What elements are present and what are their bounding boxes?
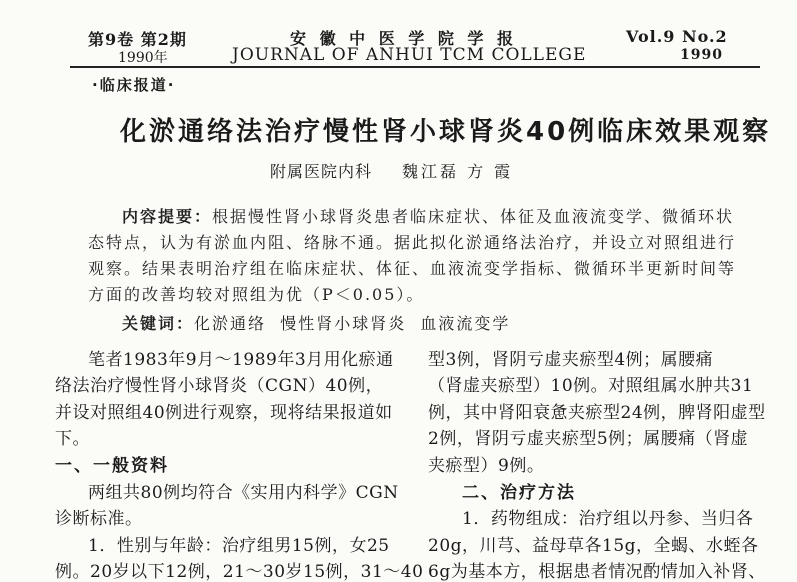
- abstract-line-1: 内容提要：根据慢性肾小球肾炎患者临床症状、体征及血液流变学、微循环状: [122, 207, 735, 226]
- right-line-3: 例，其中肾阳衰惫夹瘀型24例，脾肾阳虚型: [428, 403, 766, 423]
- keywords-line: [122, 311, 510, 334]
- affiliation: 附属医院内科: [270, 162, 373, 181]
- intro-line-3: 并设对照组40例进行观察，现将结果报道如: [55, 403, 393, 423]
- keywords-label: 关键词：: [122, 314, 195, 333]
- section1-heading: 一、一般资料: [55, 456, 169, 476]
- section-label: ·临床报道·: [92, 76, 176, 94]
- right-line-4: 2例，肾阴亏虚夹瘀型5例；属腰痛（肾虚: [428, 429, 749, 449]
- header-year-cn: 1990年: [118, 50, 168, 66]
- section2-heading: 二、治疗方法: [462, 483, 576, 503]
- section2-line-1: 1．药物组成：治疗组以丹参、当归各: [462, 509, 754, 529]
- intro-line-2: 络法治疗慢性肾小球肾炎（CGN）40例，: [55, 376, 384, 396]
- abstract-label: 内容提要：: [122, 207, 213, 226]
- header-year: 1990: [680, 47, 723, 63]
- volume-number: Vol.9 No.2: [626, 27, 728, 46]
- section2-line-2: 20g，川芎、益母草各15g，全蝎、水蛭各: [428, 536, 759, 556]
- intro-line-4: 下。: [55, 429, 90, 449]
- section1-line-2: 诊断标准。: [55, 509, 143, 529]
- section1-line-1: 两组共80例均符合《实用内科学》CGN: [88, 483, 399, 503]
- journal-name-cn: 安 徽 中 医 学 院 学 报: [290, 29, 517, 48]
- abstract-line-2: 态特点，认为有淤血内阻、络脉不通。据此拟化淤通络法治疗，并设立对照组进行: [88, 233, 737, 252]
- section1-line-4: 例。20岁以下12例，21～30岁15例，31～40: [55, 562, 424, 582]
- volume-issue: 第9卷 第2期: [88, 30, 187, 49]
- journal-name-en: JOURNAL OF ANHUI TCM COLLEGE: [232, 45, 587, 65]
- intro-line-1: 笔者1983年9月～1989年3月用化瘀通: [88, 350, 394, 370]
- header-rule: [70, 66, 760, 68]
- right-line-2: （肾虚夹瘀型）10例。对照组属水肿共31: [428, 376, 754, 396]
- abstract-line-3: 观察。结果表明治疗组在临床症状、体征、血液流变学指标、微循环半更新时间等: [88, 259, 737, 278]
- article-title: 化淤通络法治疗慢性肾小球肾炎40例临床效果观察: [120, 117, 772, 147]
- section2-line-3: 6g为基本方，根据患者情况酌情加入补肾、: [428, 562, 766, 582]
- authors: 魏江磊 方 霞: [402, 162, 514, 181]
- right-line-1: 型3例，肾阴亏虚夹瘀型4例；属腰痛: [428, 350, 714, 370]
- section1-line-3: 1．性别与年龄：治疗组男15例，女25: [88, 536, 390, 556]
- keywords: 化淤通络 慢性肾小球肾炎 血液流变学: [194, 314, 511, 333]
- right-line-5: 夹瘀型）9例。: [428, 456, 545, 476]
- abstract-line-4: 方面的改善均较对照组为优（P＜0.05）。: [88, 285, 425, 304]
